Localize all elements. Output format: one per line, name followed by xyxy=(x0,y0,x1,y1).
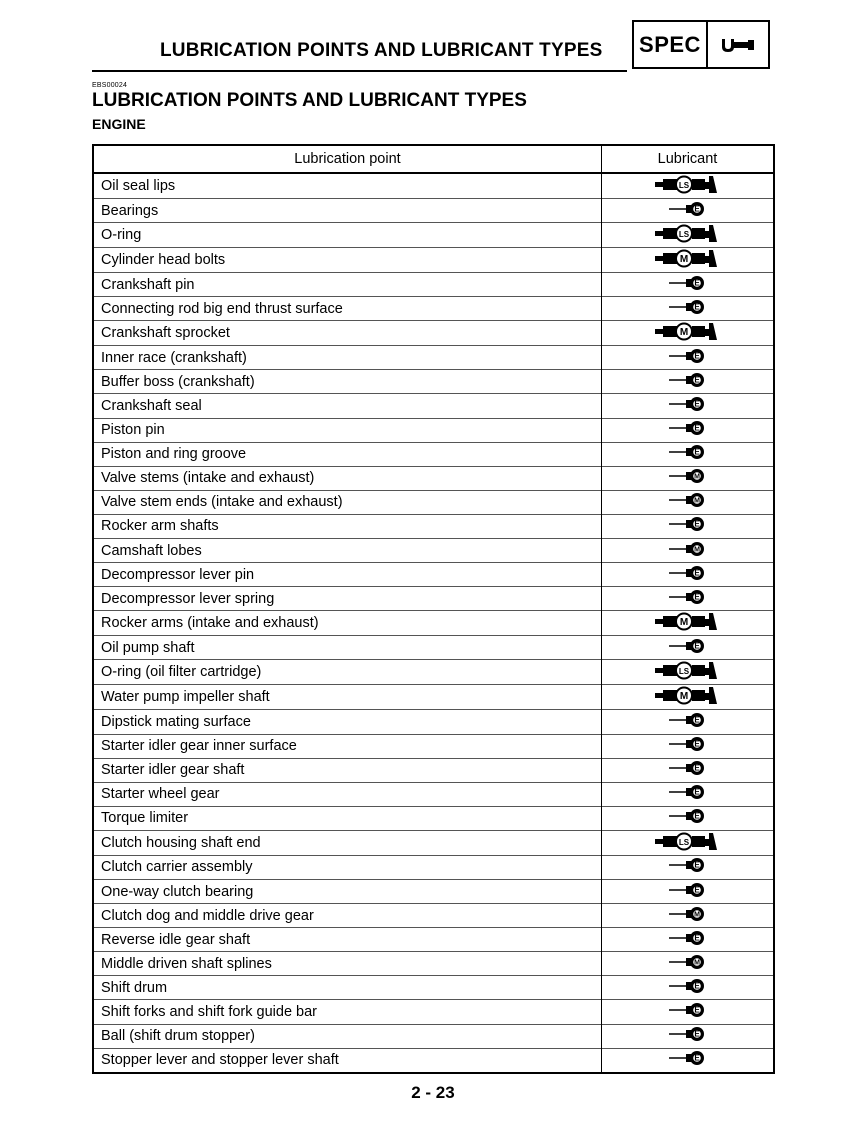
lubricant-cell xyxy=(602,636,775,660)
lubricant-cell xyxy=(602,273,775,297)
svg-text:E: E xyxy=(693,302,700,312)
lubrication-point: O-ring (oil filter cartridge) xyxy=(93,660,602,685)
lubrication-point: Clutch housing shaft end xyxy=(93,830,602,855)
page-title: LUBRICATION POINTS AND LUBRICANT TYPES xyxy=(92,90,527,111)
svg-text:E: E xyxy=(693,278,700,288)
engine-oil-icon xyxy=(667,711,709,733)
lubrication-point: O-ring xyxy=(93,223,602,248)
table-row xyxy=(93,928,774,952)
lubrication-point: Dipstick mating surface xyxy=(93,710,602,734)
lubricant-cell xyxy=(602,758,775,782)
table-row xyxy=(93,806,774,830)
engine-oil-icon xyxy=(667,735,709,757)
lubricant-cell xyxy=(602,539,775,563)
table-row xyxy=(93,782,774,806)
lithium-soap-grease-icon xyxy=(653,831,723,855)
svg-text:M: M xyxy=(693,959,700,967)
svg-text:E: E xyxy=(693,423,700,433)
table-row xyxy=(93,442,774,466)
molybdenum-disulfide-oil-icon xyxy=(667,491,709,513)
lubrication-point: Ball (shift drum stopper) xyxy=(93,1024,602,1048)
lubricant-cell xyxy=(602,587,775,611)
lubrication-point: Valve stem ends (intake and exhaust) xyxy=(93,490,602,514)
molybdenum-disulfide-oil-icon xyxy=(667,905,709,927)
svg-text:E: E xyxy=(693,592,700,602)
lubrication-point: Piston and ring groove xyxy=(93,442,602,466)
engine-oil-icon xyxy=(667,1025,709,1047)
lubrication-point: Starter idler gear shaft xyxy=(93,758,602,782)
molybdenum-disulfide-grease-icon xyxy=(653,685,723,709)
svg-text:E: E xyxy=(693,715,700,725)
molybdenum-disulfide-grease-icon xyxy=(653,321,723,345)
engine-oil-icon xyxy=(667,274,709,296)
lubrication-table xyxy=(92,144,775,1074)
lubricant-cell xyxy=(602,830,775,855)
section-title: ENGINE xyxy=(92,116,146,132)
lubrication-point: Starter idler gear inner surface xyxy=(93,734,602,758)
lubricant-cell xyxy=(602,1048,775,1073)
table-row xyxy=(93,1048,774,1073)
table-row xyxy=(93,514,774,538)
engine-oil-icon xyxy=(667,977,709,999)
table-row xyxy=(93,539,774,563)
lubrication-point: Torque limiter xyxy=(93,806,602,830)
engine-oil-icon xyxy=(667,515,709,537)
svg-text:E: E xyxy=(693,1005,700,1015)
lubricant-cell xyxy=(602,514,775,538)
svg-text:E: E xyxy=(693,351,700,361)
engine-oil-icon xyxy=(667,443,709,465)
lubrication-point: Oil seal lips xyxy=(93,173,602,199)
lubricant-cell xyxy=(602,710,775,734)
lubricant-cell xyxy=(602,563,775,587)
table-row xyxy=(93,563,774,587)
table-row xyxy=(93,660,774,685)
lubrication-point: Clutch dog and middle drive gear xyxy=(93,904,602,928)
svg-text:E: E xyxy=(693,763,700,773)
lubricant-cell xyxy=(602,806,775,830)
svg-text:E: E xyxy=(693,568,700,578)
svg-text:E: E xyxy=(693,811,700,821)
table-row xyxy=(93,855,774,879)
lubrication-point: Stopper lever and stopper lever shaft xyxy=(93,1048,602,1073)
svg-text:M: M xyxy=(679,691,688,703)
table-row xyxy=(93,685,774,710)
engine-oil-icon xyxy=(667,1001,709,1023)
lubrication-point: Oil pump shaft xyxy=(93,636,602,660)
molybdenum-disulfide-oil-icon xyxy=(667,953,709,975)
lubrication-point: Crankshaft pin xyxy=(93,273,602,297)
table-row xyxy=(93,199,774,223)
table-row xyxy=(93,1024,774,1048)
table-row xyxy=(93,248,774,273)
svg-text:E: E xyxy=(693,641,700,651)
lithium-soap-grease-icon xyxy=(653,223,723,247)
table-row xyxy=(93,370,774,394)
lubricant-cell xyxy=(602,466,775,490)
table-row xyxy=(93,346,774,370)
lubrication-point: Decompressor lever pin xyxy=(93,563,602,587)
lubrication-point: Connecting rod big end thrust surface xyxy=(93,297,602,321)
svg-text:E: E xyxy=(693,204,700,214)
lubrication-point: Decompressor lever spring xyxy=(93,587,602,611)
lubrication-point: Inner race (crankshaft) xyxy=(93,346,602,370)
lubricant-cell xyxy=(602,1000,775,1024)
svg-text:E: E xyxy=(693,739,700,749)
svg-text:LS: LS xyxy=(678,230,689,240)
lubrication-point: Bearings xyxy=(93,199,602,223)
lubricant-cell xyxy=(602,928,775,952)
svg-text:M: M xyxy=(679,617,688,629)
engine-oil-icon xyxy=(667,759,709,781)
engine-oil-icon xyxy=(667,637,709,659)
header-rule xyxy=(92,70,627,72)
lubricant-cell xyxy=(602,611,775,636)
lubricant-cell xyxy=(602,976,775,1000)
svg-text:E: E xyxy=(693,375,700,385)
molybdenum-disulfide-oil-icon xyxy=(667,540,709,562)
table-row xyxy=(93,223,774,248)
lithium-soap-grease-icon xyxy=(653,174,723,198)
svg-text:E: E xyxy=(693,885,700,895)
table-row xyxy=(93,587,774,611)
lubrication-point: Rocker arms (intake and exhaust) xyxy=(93,611,602,636)
engine-oil-icon xyxy=(667,347,709,369)
lubrication-point: Middle driven shaft splines xyxy=(93,952,602,976)
table-row xyxy=(93,758,774,782)
lubrication-point: Reverse idle gear shaft xyxy=(93,928,602,952)
svg-text:M: M xyxy=(679,327,688,339)
lubricant-cell xyxy=(602,660,775,685)
molybdenum-disulfide-oil-icon xyxy=(667,467,709,489)
svg-text:M: M xyxy=(693,546,700,554)
engine-oil-icon xyxy=(667,807,709,829)
lubricant-cell xyxy=(602,370,775,394)
lubrication-point: Clutch carrier assembly xyxy=(93,855,602,879)
svg-text:M: M xyxy=(693,473,700,481)
svg-text:M: M xyxy=(693,497,700,505)
lubricant-cell xyxy=(602,442,775,466)
lubrication-point: Crankshaft sprocket xyxy=(93,321,602,346)
engine-oil-icon xyxy=(667,783,709,805)
lithium-soap-grease-icon xyxy=(653,660,723,684)
lubrication-point: Rocker arm shafts xyxy=(93,514,602,538)
table-row xyxy=(93,879,774,903)
svg-text:LS: LS xyxy=(678,837,689,847)
column-header-point: Lubrication point xyxy=(93,145,602,173)
lubrication-point: Shift drum xyxy=(93,976,602,1000)
lubricant-cell xyxy=(602,248,775,273)
molybdenum-disulfide-grease-icon xyxy=(653,611,723,635)
svg-text:E: E xyxy=(693,861,700,871)
lubrication-point: One-way clutch bearing xyxy=(93,879,602,903)
table-row xyxy=(93,297,774,321)
svg-text:LS: LS xyxy=(678,667,689,677)
engine-oil-icon xyxy=(667,881,709,903)
svg-text:E: E xyxy=(693,520,700,530)
table-row xyxy=(93,952,774,976)
lubricant-cell xyxy=(602,904,775,928)
engine-oil-icon xyxy=(667,588,709,610)
lubricant-cell xyxy=(602,879,775,903)
svg-text:M: M xyxy=(693,911,700,919)
svg-text:M: M xyxy=(679,254,688,266)
engine-oil-icon xyxy=(667,1049,709,1071)
table-row xyxy=(93,466,774,490)
lubricant-cell xyxy=(602,223,775,248)
lubrication-point: Valve stems (intake and exhaust) xyxy=(93,466,602,490)
table-row xyxy=(93,418,774,442)
lubricant-cell xyxy=(602,734,775,758)
lubrication-point: Buffer boss (crankshaft) xyxy=(93,370,602,394)
lubrication-point: Shift forks and shift fork guide bar xyxy=(93,1000,602,1024)
lubricant-cell xyxy=(602,685,775,710)
table-row xyxy=(93,273,774,297)
lubrication-point: Water pump impeller shaft xyxy=(93,685,602,710)
lubricant-cell xyxy=(602,855,775,879)
engine-oil-icon xyxy=(667,564,709,586)
spec-box xyxy=(632,20,770,69)
svg-text:E: E xyxy=(693,1029,700,1039)
table-row xyxy=(93,636,774,660)
svg-text:E: E xyxy=(693,399,700,409)
svg-text:E: E xyxy=(693,1053,700,1063)
lubricant-cell xyxy=(602,173,775,199)
engine-oil-icon xyxy=(667,298,709,320)
svg-text:E: E xyxy=(693,981,700,991)
lubrication-point: Piston pin xyxy=(93,418,602,442)
engine-oil-icon xyxy=(667,929,709,951)
lubricant-cell xyxy=(602,346,775,370)
lubricant-cell xyxy=(602,418,775,442)
table-row xyxy=(93,710,774,734)
column-header-lubricant: Lubricant xyxy=(602,145,775,173)
engine-oil-icon xyxy=(667,200,709,222)
molybdenum-disulfide-grease-icon xyxy=(653,248,723,272)
engine-oil-icon xyxy=(667,419,709,441)
svg-text:E: E xyxy=(693,933,700,943)
page-number: 2 - 23 xyxy=(411,1083,455,1102)
lubricant-cell xyxy=(602,490,775,514)
engine-oil-icon xyxy=(667,856,709,878)
document-code: EBS00024 xyxy=(92,82,128,89)
lubrication-point: Starter wheel gear xyxy=(93,782,602,806)
svg-text:E: E xyxy=(693,447,700,457)
wrench-tool-icon xyxy=(708,22,768,67)
table-row xyxy=(93,904,774,928)
lubricant-cell xyxy=(602,297,775,321)
lubrication-point: Camshaft lobes xyxy=(93,539,602,563)
table-row xyxy=(93,1000,774,1024)
table-row xyxy=(93,173,774,199)
lubricant-cell xyxy=(602,321,775,346)
engine-oil-icon xyxy=(667,371,709,393)
lubricant-cell xyxy=(602,952,775,976)
running-header-title: LUBRICATION POINTS AND LUBRICANT TYPES xyxy=(160,40,603,61)
lubricant-cell xyxy=(602,782,775,806)
engine-oil-icon xyxy=(667,395,709,417)
lubrication-point: Cylinder head bolts xyxy=(93,248,602,273)
spec-label: SPEC xyxy=(634,22,708,67)
lubrication-point: Crankshaft seal xyxy=(93,394,602,418)
lubricant-cell xyxy=(602,1024,775,1048)
table-row xyxy=(93,611,774,636)
svg-text:LS: LS xyxy=(678,181,689,190)
table-row xyxy=(93,830,774,855)
table-row xyxy=(93,321,774,346)
table-row xyxy=(93,734,774,758)
table-row xyxy=(93,394,774,418)
lubricant-cell xyxy=(602,394,775,418)
table-row xyxy=(93,976,774,1000)
table-row xyxy=(93,490,774,514)
lubricant-cell xyxy=(602,199,775,223)
svg-text:E: E xyxy=(693,787,700,797)
